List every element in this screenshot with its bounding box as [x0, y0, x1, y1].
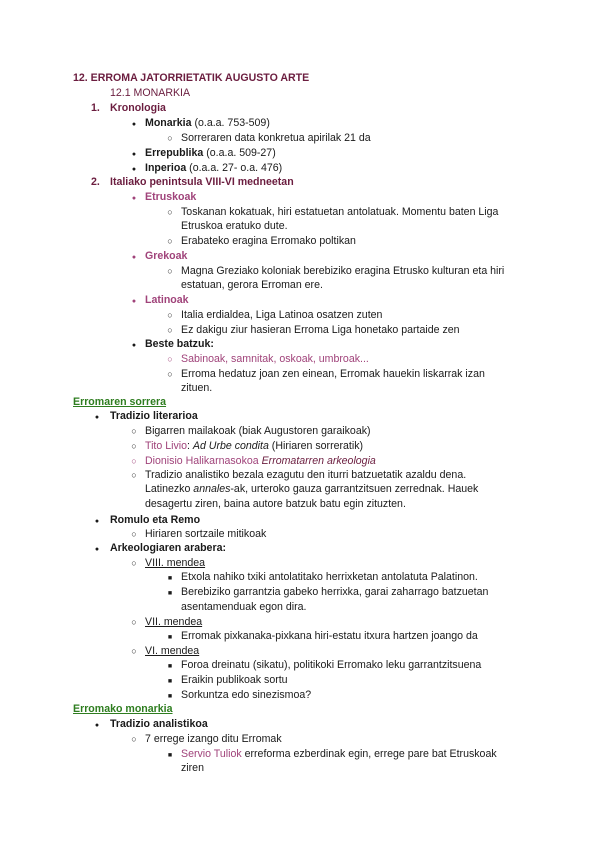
bullet-icon [164, 747, 176, 763]
bullet-icon [164, 308, 176, 322]
bullet-icon [91, 409, 103, 425]
list-item: Arkeologiaren arabera: [110, 542, 226, 554]
list-item: Eraikin publikoak sortu [181, 674, 288, 686]
bullet-icon [128, 337, 140, 353]
list-item: Sabinoak, samnitak, oskoak, umbroak... [181, 353, 369, 365]
list-item: Erroma hedatuz joan zen einean, Erromak hauekin liskarrak izan [181, 368, 485, 380]
bullet-icon [128, 615, 140, 629]
bullet-icon [128, 468, 140, 482]
bullet-icon [128, 116, 140, 132]
list-item: Hiriaren sortzaile mitikoak [145, 528, 267, 540]
list-item: Erromak pixkanaka-pixkana hiri-estatu itxura hartzen joango da [181, 630, 478, 642]
list-item: Grekoak [145, 250, 188, 262]
section-subtitle: 12.1 MONARKIA [110, 87, 191, 99]
bullet-icon [128, 454, 140, 468]
bullet-icon [91, 717, 103, 733]
list-item: Sorkuntza edo sinezismoa? [181, 689, 312, 701]
bullet-icon [164, 264, 176, 278]
list-item: Latinoak [145, 294, 189, 306]
bullet-icon [128, 190, 140, 206]
list-item: asentamenduak egon dira. [181, 601, 307, 613]
list-item: Etruskoak [145, 191, 197, 203]
list-item: estatuan, gerora Erroman ere. [181, 279, 323, 291]
list-item: Foroa dreinatu (sikatu), politikoki Erromako leku garrantzitsuena [181, 659, 482, 671]
list-item: Sorreraren data konkretua apirilak 21 da [181, 132, 371, 144]
list-item: Latinezko annales-ak, urteroko gauza garrantzitsuen zerrednak. Hauek [145, 483, 479, 495]
bullet-icon [164, 629, 176, 645]
section-heading: Kronologia [110, 102, 166, 114]
bullet-icon [164, 352, 176, 366]
list-item: Dionisio Halikarnasokoa Erromatarren arkeologia [145, 455, 376, 467]
list-item: Toskanan kokatuak, hiri estatuetan antolatuak. Momentu baten Liga [181, 206, 499, 218]
page-title: 12. ERROMA JATORRIETATIK AUGUSTO ARTE [73, 72, 310, 84]
bullet-icon [128, 424, 140, 438]
list-item: desagertu ziren, baina autore batzuk batu egin zituzten. [145, 498, 406, 510]
list-item: Etruskoa eratuko dute. [181, 220, 288, 232]
bullet-icon [91, 541, 103, 557]
list-item: Ez dakigu ziur hasieran Erroma Liga honetako partaide zen [181, 324, 460, 336]
section-heading: Italiako penintsula VIII-VI medneetan [110, 176, 294, 188]
list-item: Tradizio literarioa [110, 410, 198, 422]
list-item: VII. mendea [145, 616, 203, 628]
bullet-icon [128, 644, 140, 658]
section-heading: Erromako monarkia [73, 703, 173, 715]
list-item: Italia erdialdea, Liga Latinoa osatzen zuten [181, 309, 383, 321]
list-item: Magna Greziako koloniak berebiziko eragina Etrusko kulturan eta hiri [181, 265, 505, 277]
bullet-icon [128, 439, 140, 453]
list-item: Berebiziko garrantzia gabeko herrixka, garai zaharrago batzuetan [181, 586, 489, 598]
bullet-icon [164, 570, 176, 586]
bullet-icon [128, 732, 140, 746]
bullet-icon [164, 658, 176, 674]
section-number: 1. [91, 102, 100, 114]
list-item: ziren [181, 762, 204, 774]
section-heading: Erromaren sorrera [73, 396, 167, 408]
bullet-icon [164, 323, 176, 337]
bullet-icon [164, 673, 176, 689]
bullet-icon [128, 293, 140, 309]
bullet-icon [128, 249, 140, 265]
list-item: VI. mendea [145, 645, 200, 657]
bullet-icon [164, 234, 176, 248]
list-item: Monarkia (o.a.a. 753-509) [145, 117, 270, 129]
list-item: zituen. [181, 382, 213, 394]
list-item: 7 errege izango ditu Erromak [145, 733, 282, 745]
bullet-icon [164, 585, 176, 601]
list-item: Tradizio analistikoa [110, 718, 208, 730]
bullet-icon [128, 527, 140, 541]
bullet-icon [128, 556, 140, 570]
list-item: Bigarren mailakoak (biak Augustoren garaikoak) [145, 425, 371, 437]
list-item: Romulo eta Remo [110, 514, 201, 526]
bullet-icon [164, 131, 176, 145]
bullet-icon [128, 146, 140, 162]
bullet-icon [164, 205, 176, 219]
section-number: 2. [91, 176, 100, 188]
list-item: Inperioa (o.a.a. 27- o.a. 476) [145, 162, 283, 174]
list-item: Etxola nahiko txiki antolatitako herrixketan antolatuta Palatinon. [181, 571, 478, 583]
list-item: Beste batzuk: [145, 338, 214, 350]
list-item: Tito Livio: Ad Urbe condita (Hiriaren sorreratik) [145, 440, 364, 452]
list-item: VIII. mendea [145, 557, 206, 569]
list-item: Erabateko eragina Erromako poltikan [181, 235, 356, 247]
list-item: Tradizio analistiko bezala ezagutu den iturri batzuetatik azaldu dena. [145, 469, 467, 481]
bullet-icon [164, 367, 176, 381]
bullet-icon [91, 513, 103, 529]
list-item: Errepublika (o.a.a. 509-27) [145, 147, 276, 159]
list-item: Servio Tuliok erreforma ezberdinak egin, errege pare bat Etruskoak [181, 748, 497, 760]
